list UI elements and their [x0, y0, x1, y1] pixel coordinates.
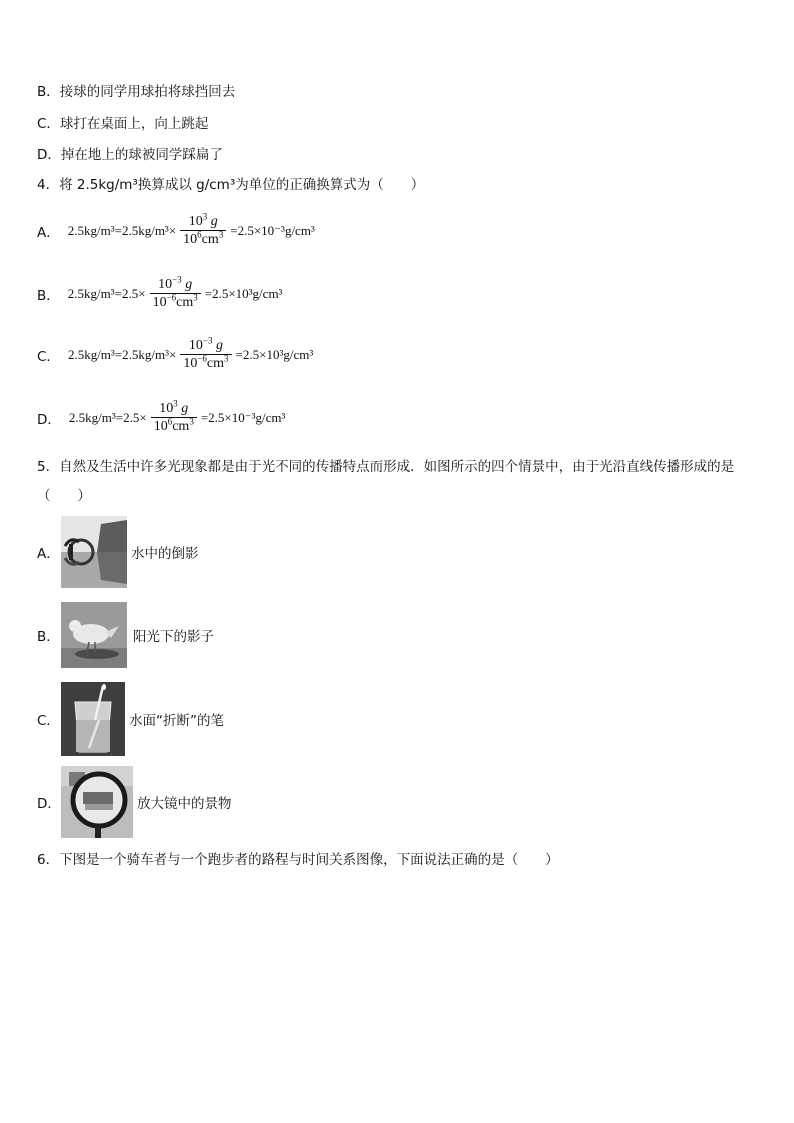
q4-option-d [37, 400, 285, 435]
q3-option-d: D．掉在地上的球被同学踩扁了 [37, 147, 223, 163]
q4-stem: 4．将 2.5kg/m³换算成以 g/cm³为单位的正确换算式为（ ） [37, 177, 425, 193]
option-label: B． [37, 287, 60, 304]
q4-option-b [37, 276, 282, 311]
magnifier-photo [61, 766, 133, 838]
formula-rhs: =2.5×10⁻³g/cm³ [230, 222, 315, 238]
option-label: D． [37, 796, 61, 812]
option-label: B． [37, 629, 60, 645]
pencil-in-glass-photo [61, 682, 125, 756]
formula-rhs: =2.5×10⁻³g/cm³ [200, 409, 286, 425]
fraction: $\frac{10^{-3} g}{10^{-6}cm^3}$ [180, 337, 231, 372]
option-caption: 放大镜中的景物 [137, 796, 232, 812]
reflection-photo [61, 516, 127, 588]
fraction: $\frac{10^{-3} g}{10^{-6}cm^3}$ [150, 276, 201, 311]
fraction: $\frac{10^3 g}{10^6cm^3}$ [180, 213, 226, 248]
q3-option-c: C．球打在桌面上，向上跳起 [37, 116, 209, 132]
formula-lhs: 2.5kg/m³=2.5× [68, 409, 147, 425]
q5-option-b [37, 602, 214, 668]
q6-stem: 6．下图是一个骑车者与一个跑步者的路程与时间关系图像，下面说法正确的是（ ） [37, 852, 559, 868]
q5-option-d [37, 766, 232, 838]
formula-rhs: =2.5×10³g/cm³ [235, 346, 314, 362]
formula-lhs: 2.5kg/m³=2.5kg/m³× [67, 222, 177, 238]
option-label: C． [37, 348, 60, 365]
option-label: C． [37, 713, 60, 729]
formula-rhs: =2.5×10³g/cm³ [204, 285, 283, 301]
option-caption: 水中的倒影 [131, 546, 199, 562]
option-label: D． [37, 411, 61, 428]
dove-shadow-photo [61, 602, 127, 668]
q4-option-c [37, 337, 313, 372]
option-label: A． [37, 224, 60, 241]
q4-option-a [37, 213, 315, 248]
option-caption: 水面“折断”的笔 [129, 713, 224, 729]
q5-option-a [37, 516, 199, 588]
formula-lhs: 2.5kg/m³=2.5× [67, 285, 146, 301]
q5-stem-line2: （ ） [37, 488, 91, 504]
option-caption: 阳光下的影子 [133, 629, 214, 645]
fraction: $\frac{10^3 g}{10^6cm^3}$ [151, 400, 197, 435]
formula-lhs: 2.5kg/m³=2.5kg/m³× [67, 346, 177, 362]
q5-option-c [37, 682, 224, 756]
q5-stem-line1: 5．自然及生活中许多光现象都是由于光不同的传播特点而形成．如图所示的四个情景中，由于光沿直线传播形成的是 [37, 459, 735, 475]
q3-option-b: B．接球的同学用球拍将球挡回去 [37, 84, 236, 100]
option-label: A． [37, 546, 60, 562]
